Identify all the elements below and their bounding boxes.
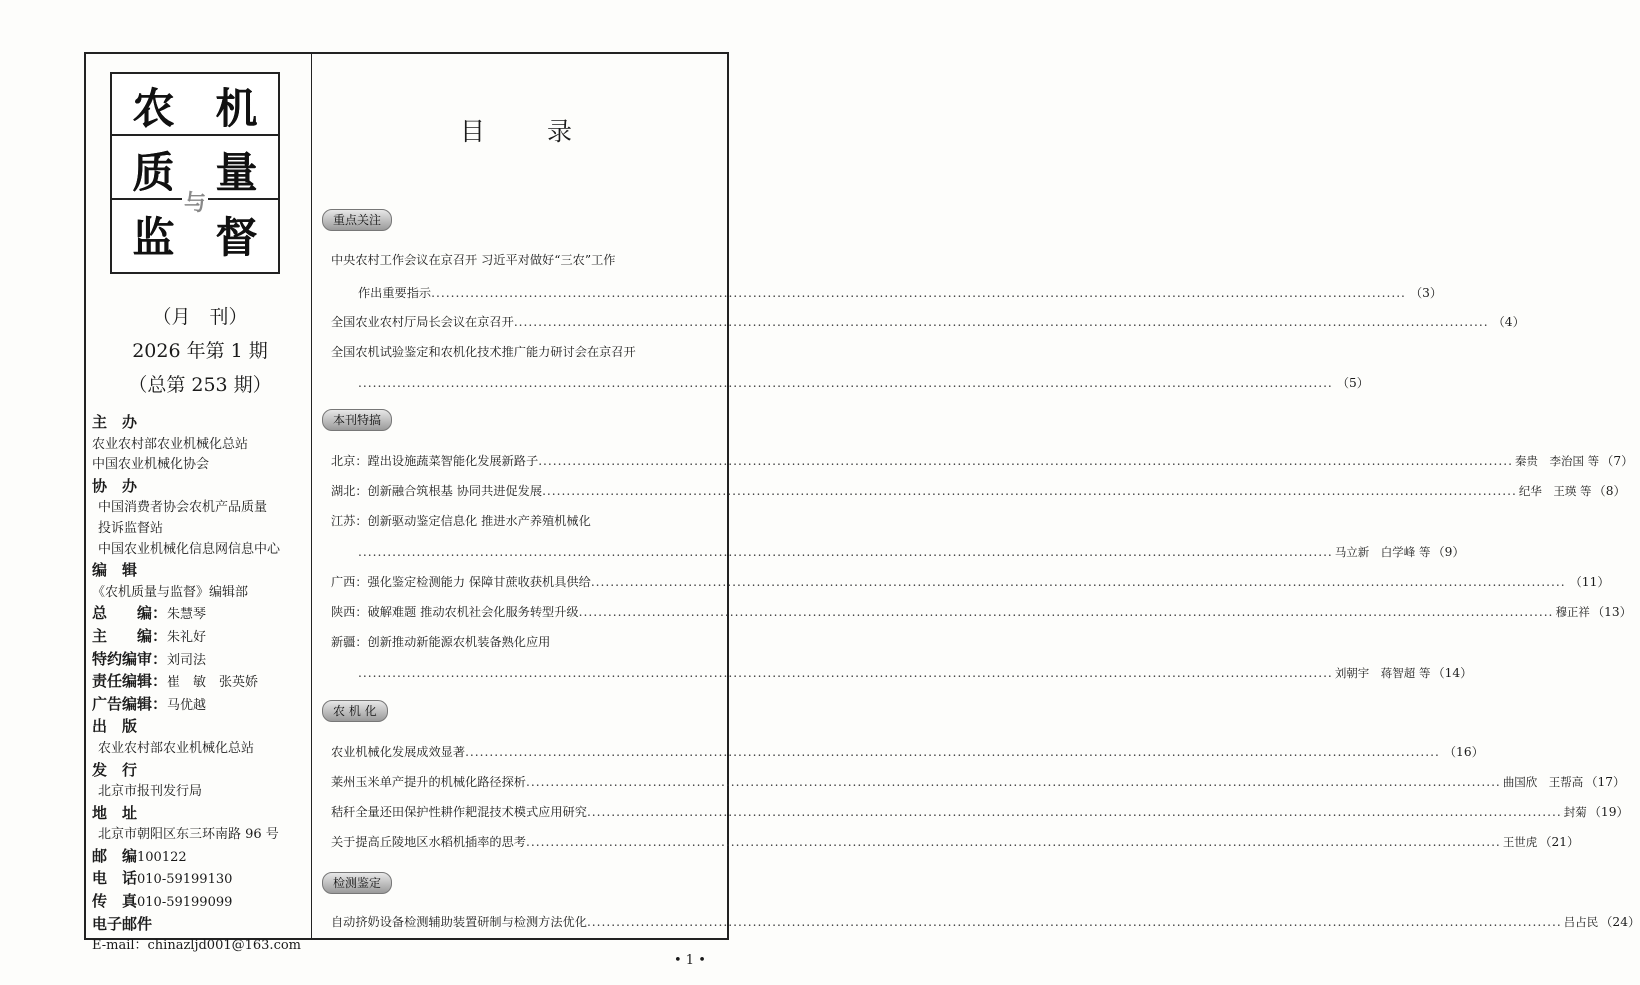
- toc-entry-author: 马立新 白学峰 等: [1334, 545, 1431, 559]
- toc-section-header: 本刊特搞: [322, 409, 392, 431]
- toc-entry-page: （17）: [1585, 775, 1626, 789]
- dot-leader: ........................................................................................................................................................................................................: [586, 915, 1562, 929]
- toc-title: 目录: [460, 117, 635, 146]
- toc-entry-author: 王世虎: [1502, 835, 1538, 849]
- toc-entry-title: 农业机械化发展成效显著: [331, 745, 466, 759]
- masthead-line: 农业农村部农业机械化总站: [92, 436, 249, 452]
- toc-entry[interactable]: [331, 834, 1580, 850]
- toc-entry-title: 关于提高丘陵地区水稻机插率的思考: [331, 835, 526, 849]
- dot-leader: ........................................................................................................................................................................................................: [590, 575, 1566, 589]
- toc-entry-author: 秦贵 李治国 等: [1515, 454, 1600, 468]
- toc-section-header: 农 机 化: [322, 700, 388, 722]
- masthead-line: 发 行: [92, 760, 138, 779]
- masthead-line: 传 真010-59199099: [92, 892, 233, 911]
- toc-entry[interactable]: [331, 574, 1610, 590]
- masthead-line: 出 版: [92, 717, 138, 736]
- journal-logo: 农 机 质 量 监 督 与: [110, 72, 280, 274]
- toc-entry-page: （4）: [1492, 315, 1525, 329]
- publication-total-issue: （总第 253 期）: [128, 374, 272, 396]
- masthead-line: 特约编审：刘司法: [92, 649, 207, 668]
- toc-entry-author: 穆正祥: [1555, 605, 1590, 619]
- masthead-line: E-mail：chinazljd001@163.com: [92, 938, 302, 954]
- toc-entry-page: （21）: [1539, 835, 1580, 849]
- masthead-info: [92, 412, 307, 957]
- toc-entry-page: （24）: [1600, 915, 1640, 929]
- toc-entry-page: （5）: [1336, 376, 1369, 390]
- toc-entry-title: 广西：强化鉴定检测能力 保障甘蔗收获机具供给: [331, 575, 591, 589]
- publication-issue: 2026 年第 1 期: [132, 340, 268, 362]
- toc-entry-page: （7）: [1601, 454, 1634, 468]
- toc-entry[interactable]: [331, 513, 713, 529]
- dot-leader: ........................................................................................................................................................................................................: [513, 315, 1489, 329]
- toc-entry[interactable]: [331, 483, 1626, 499]
- toc-entry-title: 全国农机试验鉴定和农机化技术推广能力研讨会在京召开: [331, 345, 636, 359]
- masthead-line: 中国消费者协会农机产品质量: [98, 500, 268, 516]
- toc-section-header: 检测鉴定: [322, 872, 392, 894]
- toc-entry[interactable]: [331, 634, 713, 650]
- masthead-line: 地 址: [92, 803, 138, 822]
- dot-leader: ........................................................................................................................................................................................................: [526, 775, 1501, 789]
- toc-entry[interactable]: [331, 344, 713, 360]
- masthead-line: 编 辑: [92, 561, 138, 580]
- toc-entry-title: 湖北：创新融合筑根基 协同共进促发展: [331, 484, 543, 498]
- toc-entry-title: 江苏：创新驱动鉴定信息化 推进水产养殖机械化: [331, 514, 591, 528]
- toc-entry[interactable]: [358, 375, 1369, 391]
- dot-leader: ........................................................................................................................................................................................................: [431, 286, 1406, 300]
- toc-entry-page: （11）: [1569, 575, 1610, 589]
- toc-entry-page: （9）: [1432, 545, 1465, 559]
- column-divider: [311, 52, 312, 940]
- toc-entry-title: 中央农村工作会议在京召开 习近平对做好“三农”工作: [331, 253, 616, 267]
- dot-leader: ........................................................................................................................................................................................................: [526, 835, 1501, 849]
- toc-entry-page: （19）: [1588, 805, 1629, 819]
- dot-leader: ........................................................................................................................................................................................................: [465, 745, 1440, 759]
- toc-entry-title: 陕西：破解难题 推动农机社会化服务转型升级: [331, 605, 579, 619]
- page-number: • 1 •: [674, 953, 706, 968]
- toc-entry-title: 自动挤奶设备检测辅助装置研制与检测方法优化: [331, 915, 587, 929]
- publication-frequency: （月 刊）: [152, 306, 248, 328]
- masthead-line: 邮 编100122: [92, 846, 187, 865]
- toc-entry-author: 吕占民: [1563, 915, 1599, 929]
- toc-entry-author: 封菊: [1563, 805, 1587, 819]
- toc-entry-title: 作出重要指示: [358, 286, 432, 300]
- toc-entry-page: （14）: [1432, 666, 1473, 680]
- masthead-line: 北京市朝阳区东三环南路 96 号: [98, 827, 279, 843]
- masthead-line: 中国农业机械化协会: [92, 457, 210, 473]
- toc-entry[interactable]: [331, 914, 1640, 930]
- toc-entry[interactable]: [331, 604, 1632, 620]
- dot-leader: ........................................................................................................................................................................................................: [358, 376, 1333, 390]
- toc-entry-title: 新疆：创新推动新能源农机装备熟化应用: [331, 635, 551, 649]
- toc-entry[interactable]: [331, 453, 1634, 469]
- toc-entry-author: 曲国欣 王帮高: [1502, 775, 1584, 789]
- toc-entry-page: （13）: [1591, 605, 1632, 619]
- toc-entry[interactable]: [358, 285, 1443, 301]
- toc-entry-title: 全国农业农村厅局长会议在京召开: [331, 315, 514, 329]
- masthead-line: 主 办: [92, 413, 138, 431]
- dot-leader: ........................................................................................................................................................................................................: [578, 605, 1554, 619]
- masthead-line: 中国农业机械化信息网信息中心: [98, 541, 281, 557]
- toc-entry[interactable]: [358, 665, 1473, 681]
- toc-section-header: 重点关注: [322, 209, 392, 231]
- masthead-line: 责任编辑：崔 敏 张英娇: [92, 672, 259, 691]
- toc-entry-page: （16）: [1443, 745, 1484, 759]
- masthead-line: 主 编：朱礼好: [92, 626, 207, 645]
- toc-entry-author: 纪华 王瑛 等: [1518, 484, 1592, 498]
- dot-leader: ........................................................................................................................................................................................................: [542, 484, 1517, 498]
- masthead-line: 农业农村部农业机械化总站: [98, 740, 255, 756]
- masthead-line: 总 编：朱慧琴: [92, 604, 207, 623]
- dot-leader: ........................................................................................................................................................................................................: [538, 454, 1513, 468]
- toc-entry[interactable]: [358, 544, 1465, 560]
- masthead-line: 投诉监督站: [98, 520, 164, 536]
- toc-entry-author: 刘朝宇 蒋智超 等: [1334, 666, 1431, 680]
- dot-leader: ........................................................................................................................................................................................................: [358, 666, 1333, 680]
- masthead-line: 电子邮件: [92, 914, 153, 933]
- masthead-line: 协 办: [92, 476, 138, 495]
- toc-entry-title: 北京：蹚出设施蔬菜智能化发展新路子: [331, 454, 539, 468]
- masthead-line: 北京市报刊发行局: [98, 784, 203, 800]
- toc-entry-page: （8）: [1593, 484, 1626, 498]
- masthead-line: 广告编辑：马优越: [92, 694, 207, 713]
- toc-entry[interactable]: [331, 314, 1525, 330]
- dot-leader: ........................................................................................................................................................................................................: [358, 545, 1333, 559]
- toc-entry[interactable]: [331, 252, 713, 268]
- dot-leader: ........................................................................................................................................................................................................: [586, 805, 1562, 819]
- masthead-line: 《农机质量与监督》编辑部: [92, 584, 249, 600]
- toc-entry-title: 莱州玉米单产提升的机械化路径探析: [331, 775, 526, 789]
- toc-entry[interactable]: [331, 744, 1484, 760]
- masthead-line: 电 话010-59199130: [92, 869, 233, 888]
- toc-entry[interactable]: [331, 804, 1629, 820]
- toc-entry-page: （3）: [1409, 286, 1443, 300]
- toc-entry[interactable]: [331, 774, 1626, 790]
- toc-entry-title: 秸秆全量还田保护性耕作耙混技术模式应用研究: [331, 805, 587, 819]
